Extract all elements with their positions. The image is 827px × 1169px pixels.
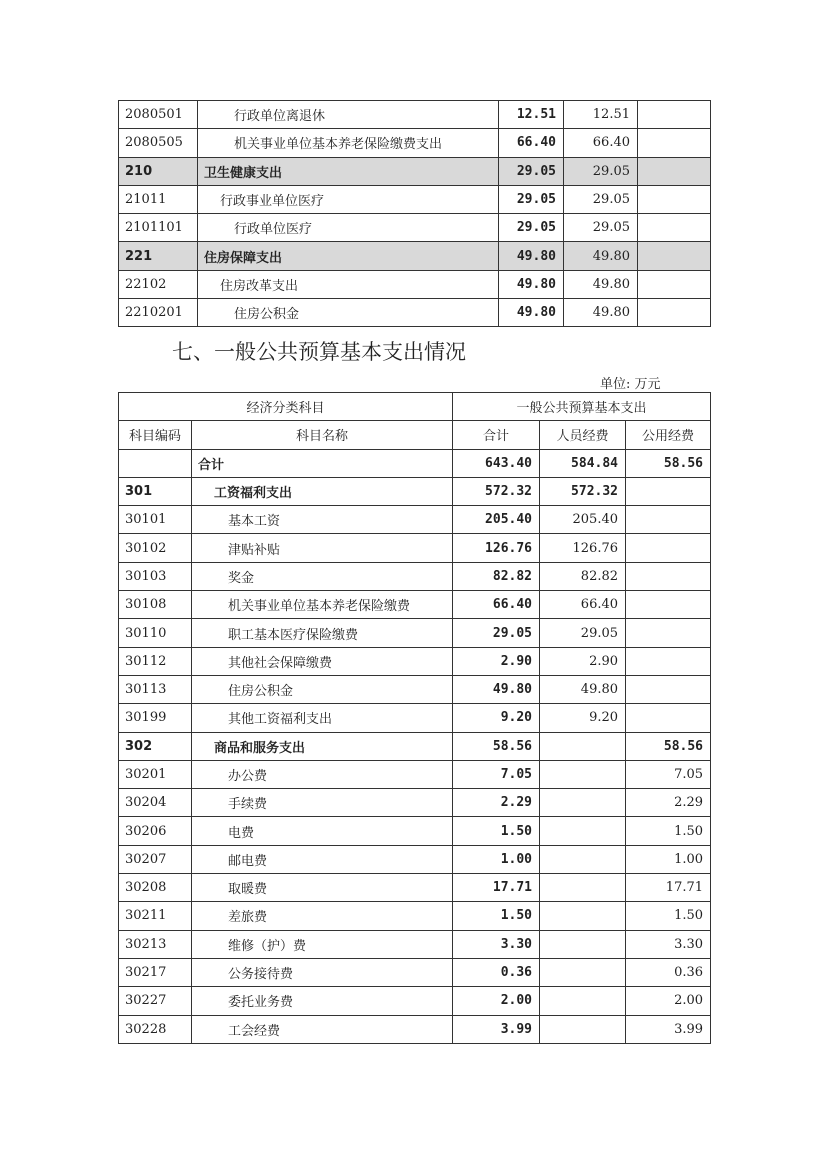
row-personnel: 29.05: [564, 214, 638, 242]
row-code: 22102: [119, 270, 198, 298]
row-name: 行政事业单位医疗: [198, 185, 499, 213]
table-row: [119, 242, 711, 270]
row-name: 邮电费: [192, 845, 453, 873]
row-name: 行政单位医疗: [198, 214, 499, 242]
row-personnel: [540, 958, 626, 986]
row-public: [626, 704, 711, 732]
row-name: 手续费: [192, 789, 453, 817]
row-personnel: 49.80: [564, 270, 638, 298]
row-personnel: [540, 1015, 626, 1043]
row-total: 205.40: [453, 506, 540, 534]
row-name: 行政单位离退休: [198, 101, 499, 129]
row-total: 1.50: [453, 817, 540, 845]
header-total: 合计: [453, 421, 540, 449]
row-total: 49.80: [499, 270, 564, 298]
row-total: 12.51: [499, 101, 564, 129]
row-code: 30204: [119, 789, 192, 817]
row-personnel: 9.20: [540, 704, 626, 732]
row-name: 住房公积金: [198, 299, 499, 327]
row-personnel: 584.84: [540, 449, 626, 477]
row-personnel: 205.40: [540, 506, 626, 534]
row-code: 30199: [119, 704, 192, 732]
row-code: 30113: [119, 675, 192, 703]
row-personnel: 82.82: [540, 562, 626, 590]
row-total: 29.05: [499, 214, 564, 242]
table-row: [119, 732, 711, 760]
section-title: 七、一般公共预算基本支出情况: [172, 340, 466, 364]
row-public: [638, 242, 711, 270]
row-name: 维修（护）费: [192, 930, 453, 958]
row-code: 30206: [119, 817, 192, 845]
row-personnel: 66.40: [564, 129, 638, 157]
row-public: [626, 619, 711, 647]
row-public: [638, 129, 711, 157]
row-code: 30110: [119, 619, 192, 647]
row-name: 其他社会保障缴费: [192, 647, 453, 675]
table-row: [119, 987, 711, 1015]
row-personnel: [540, 987, 626, 1015]
row-public: [638, 101, 711, 129]
row-name: 取暖费: [192, 874, 453, 902]
row-public: 7.05: [626, 760, 711, 788]
row-total: 2.29: [453, 789, 540, 817]
table-row: [119, 1015, 711, 1043]
row-code: 210: [119, 157, 198, 185]
row-personnel: [540, 817, 626, 845]
row-personnel: 29.05: [564, 185, 638, 213]
row-personnel: [540, 732, 626, 760]
row-personnel: 126.76: [540, 534, 626, 562]
row-public: 0.36: [626, 958, 711, 986]
row-name: 住房保障支出: [198, 242, 499, 270]
row-code: 301: [119, 477, 192, 505]
row-name: 工会经费: [192, 1015, 453, 1043]
table-row: [119, 845, 711, 873]
row-code: 2210201: [119, 299, 198, 327]
row-code: 30227: [119, 987, 192, 1015]
row-total: 0.36: [453, 958, 540, 986]
row-total: 572.32: [453, 477, 540, 505]
table-row: [119, 591, 711, 619]
row-name: 机关事业单位基本养老保险缴费支出: [198, 129, 499, 157]
table-row: [119, 817, 711, 845]
row-public: 2.29: [626, 789, 711, 817]
row-public: 1.50: [626, 817, 711, 845]
row-code: 30211: [119, 902, 192, 930]
row-code: 30213: [119, 930, 192, 958]
row-total: 3.99: [453, 1015, 540, 1043]
row-total: 1.50: [453, 902, 540, 930]
table-row: [119, 704, 711, 732]
row-name: 合计: [192, 449, 453, 477]
row-total: 29.05: [499, 185, 564, 213]
row-total: 1.00: [453, 845, 540, 873]
table-row: [119, 185, 711, 213]
row-name: 基本工资: [192, 506, 453, 534]
row-public: 3.99: [626, 1015, 711, 1043]
row-public: 1.00: [626, 845, 711, 873]
row-code: 21011: [119, 185, 198, 213]
row-public: 58.56: [626, 732, 711, 760]
table-row: [119, 675, 711, 703]
row-code: 30103: [119, 562, 192, 590]
row-name: 卫生健康支出: [198, 157, 499, 185]
row-public: [626, 647, 711, 675]
row-code: 30207: [119, 845, 192, 873]
row-code: 30101: [119, 506, 192, 534]
row-total: 82.82: [453, 562, 540, 590]
row-name: 职工基本医疗保险缴费: [192, 619, 453, 647]
unit-label: 单位: 万元: [600, 377, 661, 392]
row-code: 2080505: [119, 129, 198, 157]
row-total: 2.90: [453, 647, 540, 675]
row-total: 29.05: [499, 157, 564, 185]
row-public: [626, 534, 711, 562]
row-code: 302: [119, 732, 192, 760]
table-row: [119, 214, 711, 242]
table-row: [119, 299, 711, 327]
row-total: 3.30: [453, 930, 540, 958]
row-code: 30208: [119, 874, 192, 902]
row-public: 2.00: [626, 987, 711, 1015]
row-personnel: [540, 789, 626, 817]
row-personnel: [540, 874, 626, 902]
row-total: 66.40: [499, 129, 564, 157]
row-public: [638, 185, 711, 213]
row-personnel: [540, 845, 626, 873]
row-code: 30112: [119, 647, 192, 675]
table-row: [119, 101, 711, 129]
row-code: 2080501: [119, 101, 198, 129]
table-row: [119, 647, 711, 675]
row-public: [638, 270, 711, 298]
row-name: 委托业务费: [192, 987, 453, 1015]
row-total: 9.20: [453, 704, 540, 732]
table-row: [119, 930, 711, 958]
row-public: [638, 299, 711, 327]
row-code: 30201: [119, 760, 192, 788]
row-name: 机关事业单位基本养老保险缴费: [192, 591, 453, 619]
row-personnel: 572.32: [540, 477, 626, 505]
table-row: [119, 789, 711, 817]
row-public: [638, 214, 711, 242]
table-row: [119, 506, 711, 534]
basic-expenditure-table: [118, 392, 711, 1044]
row-personnel: 12.51: [564, 101, 638, 129]
row-code: 30102: [119, 534, 192, 562]
row-total: 49.80: [499, 242, 564, 270]
table-row: [119, 958, 711, 986]
row-total: 7.05: [453, 760, 540, 788]
row-code: 30108: [119, 591, 192, 619]
row-total: 49.80: [499, 299, 564, 327]
row-personnel: 29.05: [564, 157, 638, 185]
row-public: [626, 562, 711, 590]
header-personnel: 人员经费: [540, 421, 626, 449]
header-public: 公用经费: [626, 421, 711, 449]
table-row: [119, 477, 711, 505]
row-personnel: 49.80: [540, 675, 626, 703]
row-public: [626, 591, 711, 619]
row-public: [626, 675, 711, 703]
table-row: [119, 902, 711, 930]
row-public: 17.71: [626, 874, 711, 902]
row-total: 66.40: [453, 591, 540, 619]
table-row: [119, 874, 711, 902]
row-name: 奖金: [192, 562, 453, 590]
row-code: 221: [119, 242, 198, 270]
table-row: [119, 270, 711, 298]
row-personnel: [540, 760, 626, 788]
table-row: [119, 534, 711, 562]
row-total: 49.80: [453, 675, 540, 703]
row-total: 29.05: [453, 619, 540, 647]
row-total: 643.40: [453, 449, 540, 477]
functional-expenditure-table: [118, 100, 711, 327]
row-personnel: 49.80: [564, 242, 638, 270]
row-total: 58.56: [453, 732, 540, 760]
row-personnel: 66.40: [540, 591, 626, 619]
row-personnel: 29.05: [540, 619, 626, 647]
row-total: 17.71: [453, 874, 540, 902]
table-row: [119, 619, 711, 647]
row-code: [119, 449, 192, 477]
table-row: [119, 129, 711, 157]
row-code: 30217: [119, 958, 192, 986]
row-public: [626, 477, 711, 505]
row-name: 差旅费: [192, 902, 453, 930]
row-name: 住房改革支出: [198, 270, 499, 298]
row-name: 其他工资福利支出: [192, 704, 453, 732]
row-name: 电费: [192, 817, 453, 845]
row-personnel: 49.80: [564, 299, 638, 327]
row-name: 住房公积金: [192, 675, 453, 703]
header-row: [119, 421, 711, 449]
row-personnel: 2.90: [540, 647, 626, 675]
row-name: 办公费: [192, 760, 453, 788]
header-group-row: [119, 393, 711, 421]
table-row: [119, 449, 711, 477]
row-name: 津贴补贴: [192, 534, 453, 562]
row-code: 2101101: [119, 214, 198, 242]
header-code: 科目编码: [119, 421, 192, 449]
row-personnel: [540, 902, 626, 930]
row-name: 工资福利支出: [192, 477, 453, 505]
row-public: 1.50: [626, 902, 711, 930]
row-code: 30228: [119, 1015, 192, 1043]
row-public: [638, 157, 711, 185]
row-personnel: [540, 930, 626, 958]
header-name: 科目名称: [192, 421, 453, 449]
header-economic-class: 经济分类科目: [119, 393, 453, 421]
header-basic-expenditure: 一般公共预算基本支出: [453, 393, 711, 421]
row-name: 公务接待费: [192, 958, 453, 986]
row-total: 126.76: [453, 534, 540, 562]
table-row: [119, 157, 711, 185]
table-row: [119, 562, 711, 590]
row-total: 2.00: [453, 987, 540, 1015]
table-row: [119, 760, 711, 788]
row-public: 58.56: [626, 449, 711, 477]
row-public: [626, 506, 711, 534]
row-name: 商品和服务支出: [192, 732, 453, 760]
row-public: 3.30: [626, 930, 711, 958]
